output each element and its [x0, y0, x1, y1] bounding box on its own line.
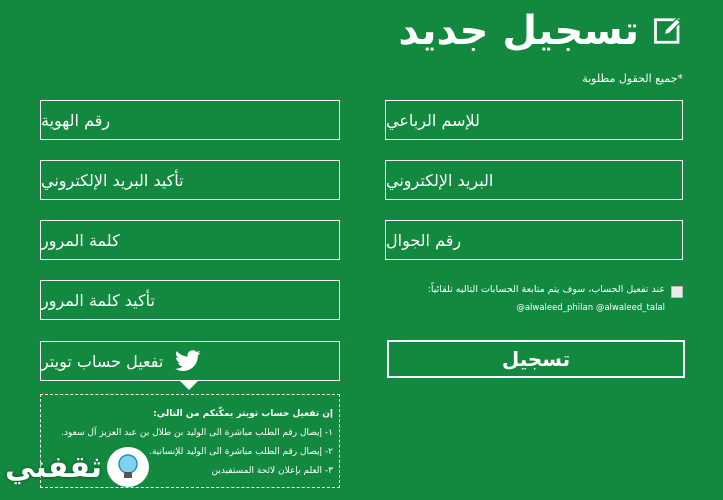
- password-input[interactable]: [40, 220, 340, 260]
- email-placeholder: البريد الإلكتروني: [386, 170, 494, 190]
- page-title: تسجيل جديد: [398, 8, 639, 54]
- email-input[interactable]: [385, 160, 683, 200]
- benefit-item: ٢- إيصال رقم الطلب مباشرة الى الوليد للإنسانية.: [149, 447, 333, 457]
- twitter-bird-icon: [175, 350, 201, 372]
- mobile-placeholder: رقم الجوال: [386, 230, 462, 250]
- logo-text: ثقفني: [5, 449, 103, 485]
- benefit-item: ٣- العلم بإعلان لائحة المستفيدين: [211, 466, 333, 476]
- confirm-password-input[interactable]: [40, 280, 340, 320]
- required-note: *جميع الحقول مطلوبة: [582, 72, 683, 85]
- activate-twitter-button[interactable]: [40, 341, 340, 381]
- twitter-handles: @alwaleed_philan @alwaleed_talal: [516, 303, 665, 313]
- confirm-password-placeholder: تأكيد كلمة المرور: [41, 290, 155, 310]
- register-submit-label: تسجيل: [501, 347, 571, 371]
- follow-consent-text: عند تفعيل الحساب، سوف يتم متابعة الحسابات التاليه تلقائياً:: [427, 284, 665, 295]
- confirm-email-placeholder: تأكيد البريد الإلكتروني: [41, 170, 184, 190]
- benefit-item: ١- إيصال رقم الطلب مباشرة الى الوليد بن طلال بن عبد العزيز آل سعود.: [61, 428, 333, 438]
- register-submit-button[interactable]: [387, 340, 685, 378]
- lightbulb-icon: [106, 445, 150, 489]
- full-name-input[interactable]: [385, 100, 683, 140]
- follow-consent: [383, 283, 683, 296]
- tooltip-arrow: [180, 381, 198, 390]
- benefits-title: إن تفعيل حساب تويتر يمكّنكم من التالي:: [153, 409, 333, 419]
- activate-twitter-label: تفعيل حساب تويتر: [41, 351, 164, 371]
- id-number-placeholder: رقم الهوية: [41, 110, 111, 130]
- edit-icon: [653, 16, 683, 46]
- page-header: [398, 8, 683, 54]
- password-placeholder: كلمة المرور: [41, 230, 120, 250]
- confirm-email-input[interactable]: [40, 160, 340, 200]
- mobile-input[interactable]: [385, 220, 683, 260]
- site-logo: [5, 445, 150, 489]
- id-number-input[interactable]: [40, 100, 340, 140]
- full-name-placeholder: للإسم الرباعي: [386, 110, 480, 130]
- follow-checkbox[interactable]: [671, 286, 683, 298]
